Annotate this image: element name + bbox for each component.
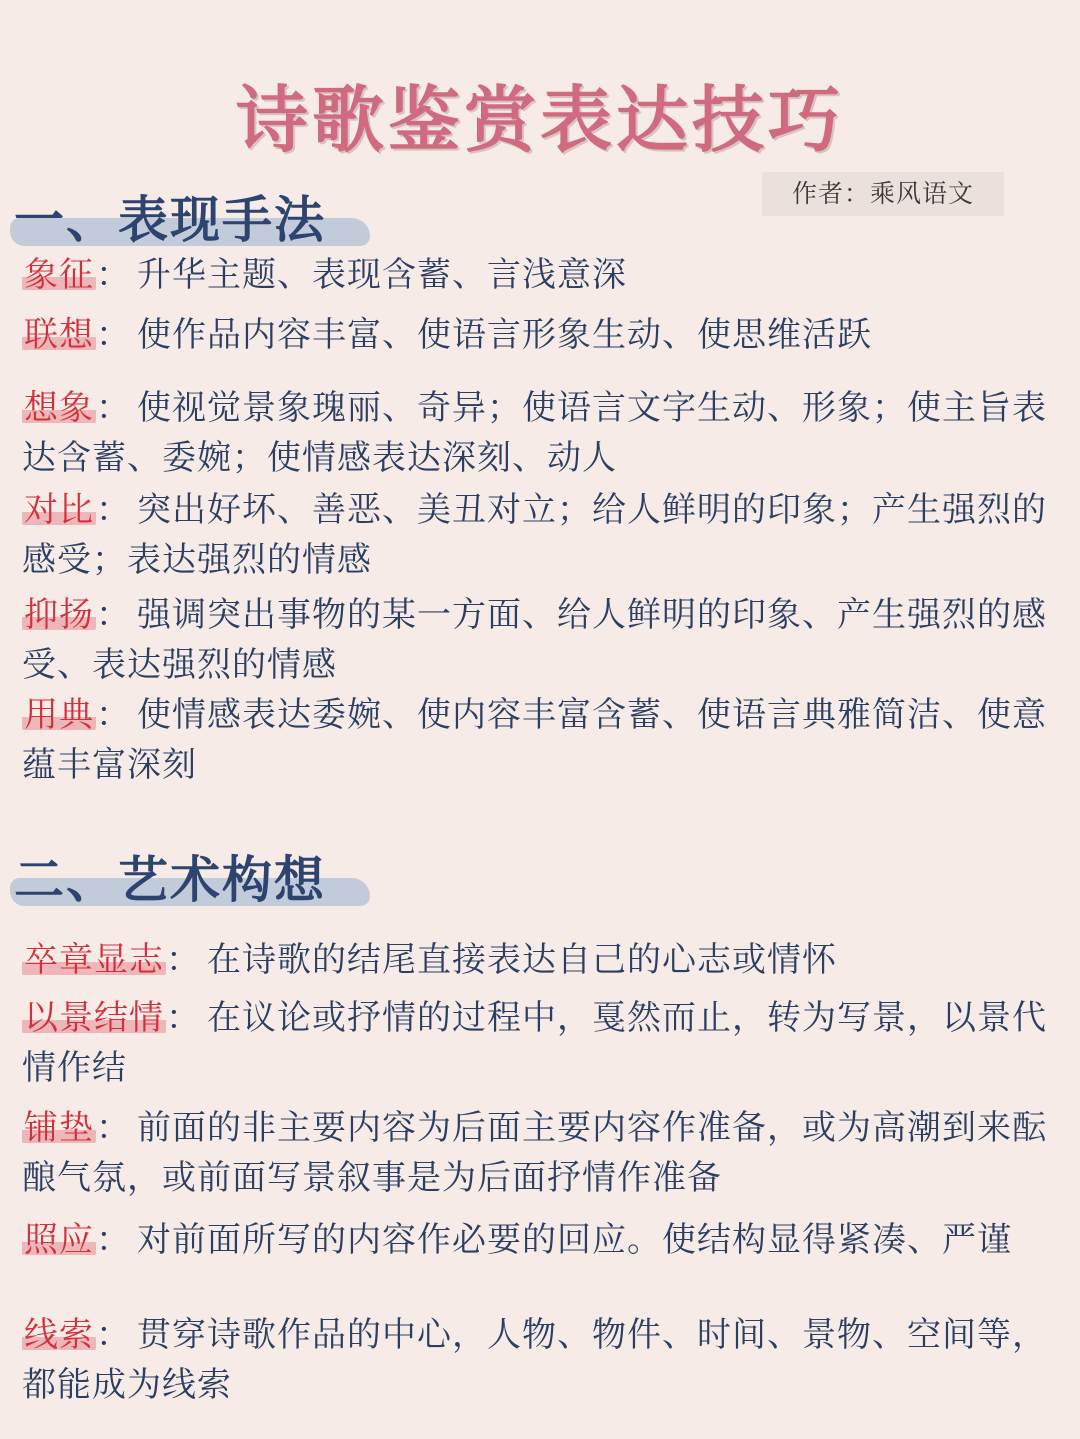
list-item <box>22 1310 1062 1410</box>
list-item <box>22 310 1062 360</box>
colon: ： <box>96 255 131 295</box>
colon: ： <box>96 1220 131 1260</box>
colon: ： <box>96 490 131 530</box>
term-label: 象征 <box>24 255 94 295</box>
list-item <box>22 1103 1062 1203</box>
term-description: 贯穿诗歌作品的中心，人物、物件、时间、景物、空间等，都能成为线索 <box>22 1315 1047 1405</box>
colon: ： <box>96 315 131 355</box>
list-item <box>22 1215 1062 1265</box>
list-item <box>22 383 1062 483</box>
list-item <box>22 690 1062 790</box>
term-label: 对比 <box>24 490 94 530</box>
list-item <box>22 250 1062 300</box>
author-label: 作者：乘风语文 <box>762 172 1004 216</box>
list-item <box>22 485 1062 585</box>
colon: ： <box>96 388 131 428</box>
term-label: 线索 <box>24 1315 94 1355</box>
term-label: 卒章显志 <box>24 940 164 980</box>
section1-heading: 一、表现手法 <box>14 191 326 249</box>
term-description: 强调突出事物的某一方面、给人鲜明的印象、产生强烈的感受、表达强烈的情感 <box>22 595 1047 685</box>
term-label: 想象 <box>24 388 94 428</box>
term-description: 在诗歌的结尾直接表达自己的心志或情怀 <box>207 940 837 980</box>
term-description: 使视觉景象瑰丽、奇异；使语言文字生动、形象；使主旨表达含蓄、委婉；使情感表达深刻、动人 <box>22 388 1047 478</box>
term-description: 使作品内容丰富、使语言形象生动、使思维活跃 <box>137 315 872 355</box>
colon: ： <box>96 695 131 735</box>
term-description: 对前面所写的内容作必要的回应。使结构显得紧凑、严谨 <box>137 1220 1012 1260</box>
list-item <box>22 993 1062 1093</box>
page-title: 诗歌鉴赏表达技巧 <box>235 78 844 162</box>
term-label: 以景结情 <box>24 998 164 1038</box>
term-label: 照应 <box>24 1220 94 1260</box>
colon: ： <box>166 940 201 980</box>
term-description: 升华主题、表现含蓄、言浅意深 <box>137 255 627 295</box>
term-label: 联想 <box>24 315 94 355</box>
term-label: 铺垫 <box>24 1108 94 1148</box>
term-description: 前面的非主要内容为后面主要内容作准备，或为高潮到来酝酿气氛，或前面写景叙事是为后面抒情作准备 <box>22 1108 1047 1198</box>
term-label: 用典 <box>24 695 94 735</box>
colon: ： <box>96 1108 131 1148</box>
term-description: 突出好坏、善恶、美丑对立；给人鲜明的印象；产生强烈的感受；表达强烈的情感 <box>22 490 1047 580</box>
term-description: 使情感表达委婉、使内容丰富含蓄、使语言典雅简洁、使意蕴丰富深刻 <box>22 695 1047 785</box>
colon: ： <box>96 595 131 635</box>
term-label: 抑扬 <box>24 595 94 635</box>
list-item <box>22 935 1062 985</box>
colon: ： <box>166 998 201 1038</box>
term-description: 在议论或抒情的过程中，戛然而止，转为写景，以景代情作结 <box>22 998 1047 1088</box>
section2-heading: 二、艺术构想 <box>14 851 326 909</box>
colon: ： <box>96 1315 131 1355</box>
list-item <box>22 590 1062 690</box>
